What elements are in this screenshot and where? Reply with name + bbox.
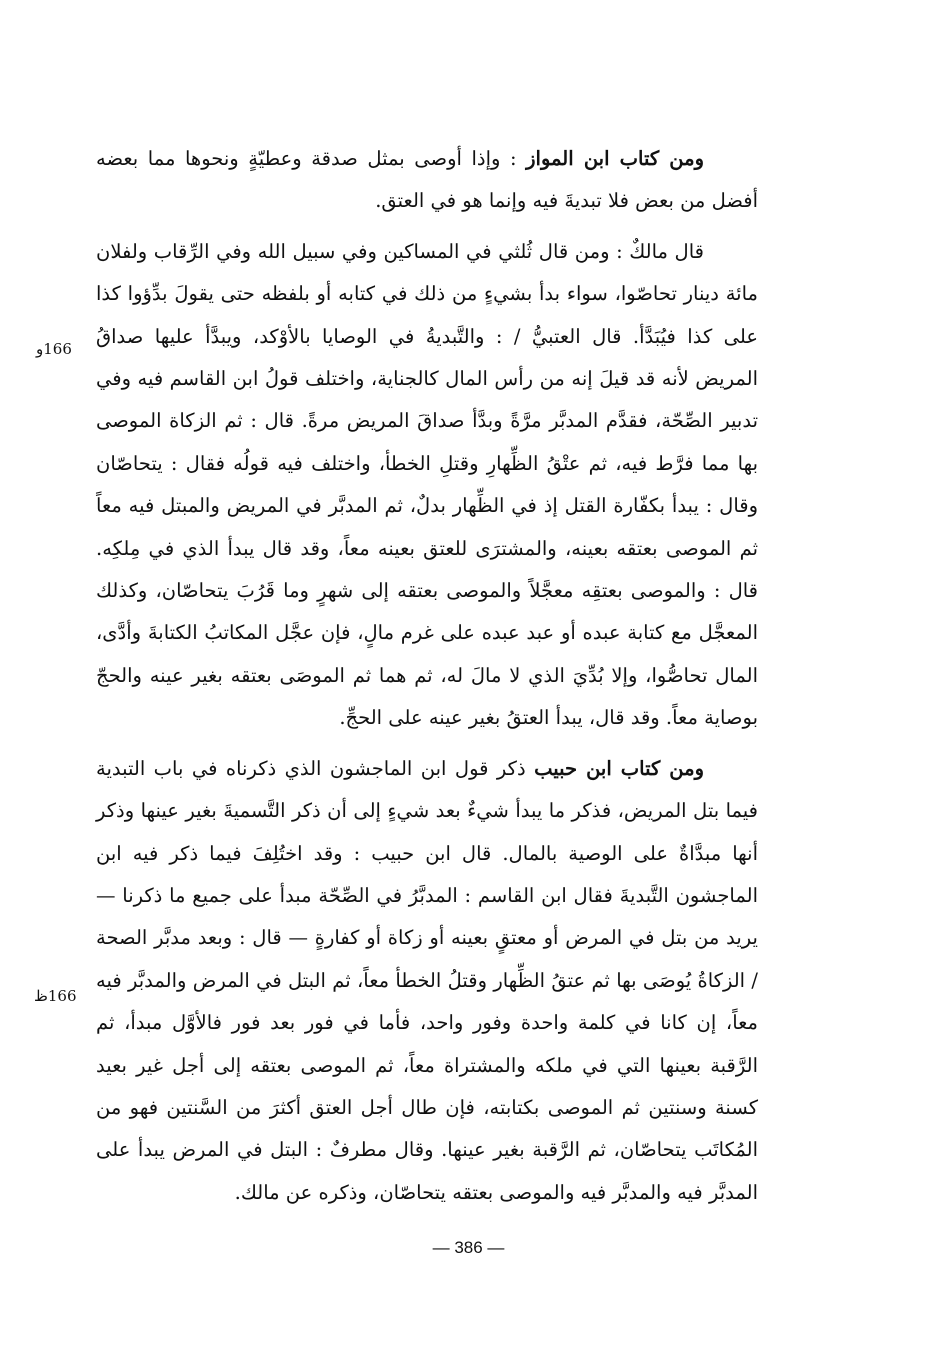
paragraph-body: قال مالكٌ : ومن قال ثُلثي في المساكين وفي سبيل الله وفي الرِّقاب ولفلان مائة دينار تحاصّوا، سواء بدأ بشيءٍ من ذلك في كتابه أو بلفظه حتى يقولَ بدِّؤوا كذا على كذا فيُبَدَّأ. قال العتبيُّ / : والتَّبديةُ في الوصايا بالأوْكد، ويبدَّأ عليها صداقُ المريض لأنه قد قيلَ إنه من رأس المال كالجناية، واختلف قولُ ابن القاسم فيه وفي تدبير الصِّحّة، فقدَّم المدبَّر مرَّةً وبدَّأ صداقَ المريض مرةً. قال : ثم الزكاة الموصى بها مما فرَّط فيه، ثم عتْقُ الظِّهارِ وقتلِ الخطأ، واختلف فيه قولُه فقال : يتحاصّان وقال : يبدأ بكفّارة القتل إذ في الظِّهار بدلٌ، ثم المدبَّر في المريض والمبتل فيه معاً ثم الموصى بعتقه بعينه، والمشترَى للعتق بعينه معاً، وقد قال يبدأ الذي في مِلكِه. قال : والموصى بعتقِه معجَّلاً والموصى بعتقه إلى شهرٍ وما قَرُبَ يتحاصّان، وكذلك المعجَّل مع كتابة عبده أو عبد عبده على غرم مالٍ، فإن عجَّل المكاتبُ الكتابةَ وأدَّى، المال تحاصُّوا، وإلا بُدِّيَ الذي لا مالَ له، ثم هما ثم الموصَى بعتقه بغير عينه والحجّ بوصاية معاً. وقد قال، يبدأ العتقُ بغير عينه على الحجِّ. [96,239,758,730]
paragraph-body: : وإذا أوصى بمثل صدقة وعطيّةٍ ونحوها مما بعضه أفضل من بعض فلا تبديةَ فيه وإنما هو في العتق. [96,147,758,213]
main-text [96,138,758,1214]
paragraph-title: ومن كتاب ابن المواز [526,147,704,170]
margin-folio-note-recto: 166و [36,340,72,358]
page-number: — 386 — [432,1238,505,1257]
paragraph-body: ذكر قول ابن الماجشون الذي ذكرناه في باب التبدية فيما بتل المريض، فذكر ما يبدأ شيءٌ بعد شيءٍ إلى أن ذكر التَّسميةَ بغير عينها وذكر أنها مبدَّاةٌ على الوصية بالمال. قال ابن حبيب : وقد اختُلِفَ فيما ذكر فيه ابن الماجشون التَّبديةَ فقال ابن القاسم : المدبَّرُ في الصِّحّة مبدأ على جميع ما ذكرنا — يريد من بتل في المرض أو معتقٍ بعينه أو زكاة أو كفارةٍ — قال : وبعد مدبَّر الصحة / الزكاةُ يُوصَى بها ثم عتقُ الظِّهار وقتلُ الخطأ معاً، ثم البتل في المرض والمدبَّر فيه معاً، إن كانا في كلمة واحدة وفور واحد، فأما في فور بعد فور فالأوَّل مبدأ، ثم الرَّقبة بعينها التي في ملكه والمشتراة معاً، ثم الموصى بعتقه إلى أجل غير بعيد كسنة وسنتين ثم الموصى بكتابته، فإن طال أجل العتق أكثرَ من السَّنتين فهو من المُكاتَب يتحاصّان، ثم الرَّقبة بغير عينها. وقال مطرفٌ : البتل في المرض يبدأ على المدبَّر فيه والمدبَّر فيه والموصى بعتقه يتحاصّان، وذكره عن مالك. [96,756,758,1204]
margin-folio-note-verso: 166ظ [34,987,77,1005]
paragraph-malik [96,231,758,740]
paragraph-ibn-habib [96,748,758,1214]
paragraph-ibn-al-mawwaz [96,138,758,223]
paragraph-title: ومن كتاب ابن حبيب [534,756,704,780]
